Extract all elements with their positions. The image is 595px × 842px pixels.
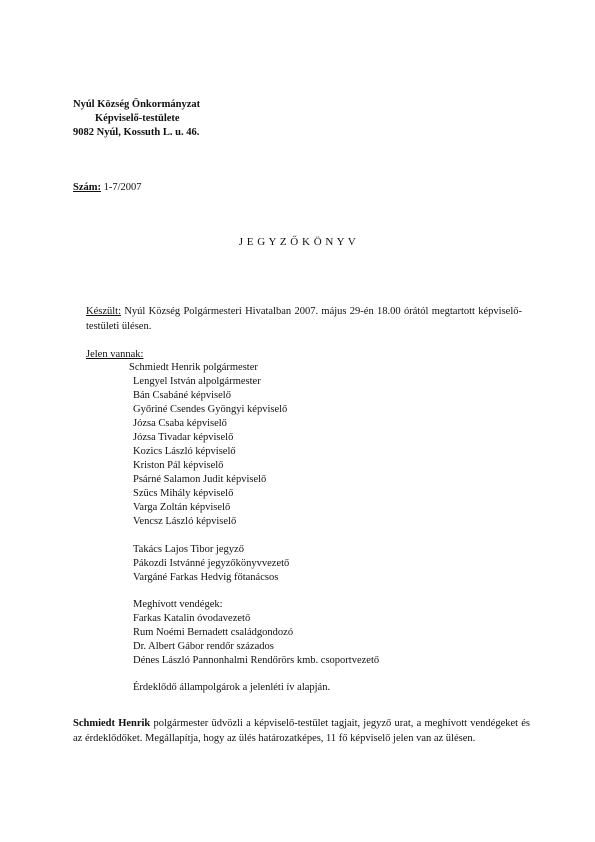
member-item: Varga Zoltán képviselő bbox=[133, 502, 231, 513]
header-line-2: Képviselő-testülete bbox=[95, 113, 180, 124]
document-number bbox=[73, 181, 142, 194]
opening-name: Schmiedt Henrik bbox=[73, 718, 151, 729]
opening-paragraph bbox=[73, 717, 530, 746]
staff-item: Vargáné Farkas Hedvig főtanácsos bbox=[133, 572, 279, 583]
member-item: Bán Csabáné képviselő bbox=[133, 390, 231, 401]
member-item: Kriston Pál képviselő bbox=[133, 460, 224, 471]
member-item: Kozics László képviselő bbox=[133, 446, 236, 457]
present-label: Jelen vannak: bbox=[86, 349, 144, 360]
member-item: Józsa Tivadar képviselő bbox=[133, 432, 234, 443]
member-item: Győriné Csendes Gyöngyi képviselő bbox=[133, 404, 288, 415]
staff-item: Takács Lajos Tibor jegyző bbox=[133, 544, 244, 555]
guest-item: Farkas Katalin óvodavezető bbox=[133, 613, 251, 624]
member-item: Lengyel István alpolgármester bbox=[133, 376, 261, 387]
staff-item: Pákozdi Istvánné jegyzőkönyvvezető bbox=[133, 558, 290, 569]
number-value: 1-7/2007 bbox=[101, 182, 142, 193]
member-item: Schmiedt Henrik polgármester bbox=[129, 362, 258, 373]
intro-paragraph bbox=[86, 305, 522, 334]
opening-text: polgármester üdvözli a képviselő-testület tagjait, jegyző urat, a meghívott vendégeket és az érdeklődőket. Megállapítja, hogy az ülés határozatképes, 11 fő képviselő jelen van az ülésen. bbox=[73, 718, 530, 744]
guest-item: Dr. Albert Gábor rendőr százados bbox=[133, 641, 274, 652]
guests-label: Meghívott vendégek: bbox=[133, 599, 223, 610]
citizens-note: Érdeklődő állampolgárok a jelenléti ív alapján. bbox=[133, 682, 331, 693]
guest-item: Dénes László Pannonhalmi Rendőrörs kmb. csoportvezető bbox=[133, 655, 380, 666]
number-label: Szám: bbox=[73, 182, 101, 193]
intro-text: Nyúl Község Polgármesteri Hivatalban 2007. május 29-én 18.00 órától megtartott képviselő-testületi ülésen. bbox=[86, 306, 522, 332]
member-item: Szücs Mihály képviselő bbox=[133, 488, 234, 499]
guest-item: Rum Noémi Bernadett családgondozó bbox=[133, 627, 294, 638]
header-line-1: Nyúl Község Önkormányzat bbox=[73, 99, 201, 110]
header-line-3: 9082 Nyúl, Kossuth L. u. 46. bbox=[73, 127, 200, 138]
intro-label: Készült: bbox=[86, 306, 121, 317]
member-item: Józsa Csaba képviselő bbox=[133, 418, 227, 429]
member-item: Vencsz László képviselő bbox=[133, 516, 237, 527]
member-item: Psárné Salamon Judit képviselő bbox=[133, 474, 267, 485]
document-title: J E G Y Z Ő K Ö N Y V bbox=[238, 236, 357, 248]
